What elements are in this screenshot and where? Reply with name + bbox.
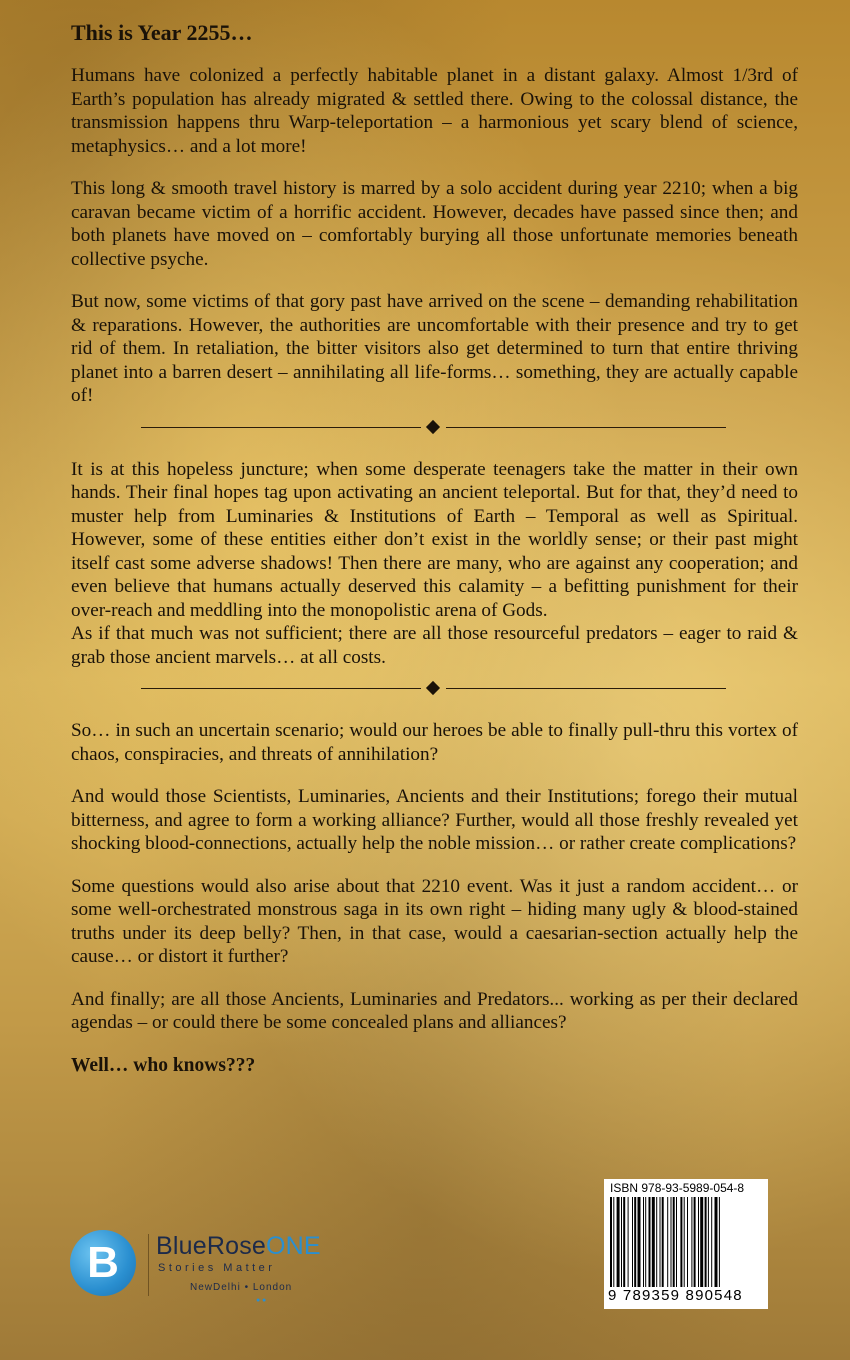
- publisher-logo: [70, 1230, 370, 1310]
- publisher-tagline: Stories Matter: [158, 1262, 276, 1274]
- social-icons: ● ●: [256, 1296, 267, 1304]
- paragraph: It is at this hopeless juncture; when some desperate teenagers take the matter in their own hands. Their final hopes tag upon activating an ancient teleportal. But for that, they’d need to muster help from Luminaries & Institutions of Earth – Temporal as well as Spiritual. However, some of these entities either don’t exist in the worldly sense; or their past might itself cast some adverse shadows! Then there are many, who are against any cooperation; and even believe that humans actually deserved this calamity – a befitting punishment for their over-reach and meddling into the monopolistic arena of Gods.: [71, 458, 798, 621]
- paragraph: As if that much was not sufficient; there are all those resourceful predators – eager to raid & grab those ancient marvels… at all costs.: [71, 623, 798, 668]
- paragraph: Humans have colonized a perfectly habitable planet in a distant galaxy. Almost 1/3rd of Earth’s population has already migrated & settled there. Owing to the colossal distance, the transmission happens thru Warp-teleportation – a harmonious yet scary blend of science, metaphysics… and a lot more!: [71, 65, 798, 157]
- logo-divider: [148, 1234, 149, 1296]
- logo-letter: B: [87, 1238, 119, 1287]
- paragraph: And finally; are all those Ancients, Luminaries and Predators... working as per their declared agendas – or could there be some concealed plans and alliances?: [71, 988, 798, 1033]
- divider-line: [446, 427, 726, 428]
- diamond-ornament-icon: [426, 419, 440, 433]
- barcode-bars-icon: [610, 1197, 762, 1287]
- diamond-ornament-icon: [426, 681, 440, 695]
- publisher-name-main: BlueRose: [156, 1232, 266, 1260]
- isbn-label: ISBN 978-93-5989-054-8: [610, 1181, 745, 1195]
- divider-line: [446, 688, 726, 689]
- section-divider: [71, 416, 798, 440]
- paragraph: And would those Scientists, Luminaries, Ancients and their Institutions; forego their mutual bitterness, and agree to form a working alliance? Further, would all those freshly revealed yet shocking blood-connections, actually help the noble mission… or rather create complications?: [71, 786, 798, 854]
- paragraph: Some questions would also arise about that 2210 event. Was it just a random accident… or some well-orchestrated monstrous saga in its own right – hiding many ugly & blood-stained truths under its deep belly? Then, in that case, would a caesarian-section actually help the cause… or distort it further?: [71, 875, 798, 967]
- section-divider: [71, 677, 798, 701]
- divider-line: [141, 688, 421, 689]
- isbn-barcode: [604, 1179, 768, 1309]
- paragraph: But now, some victims of that gory past have arrived on the scene – demanding rehabilitation & reparations. However, the authorities are uncomfortable with their presence and try to get rid of them. In retaliation, the bitter visitors also get determined to turn that entire thriving planet into a barren desert – annihilating all life-forms… something, they are actually capable of!: [71, 291, 798, 406]
- publisher-name: [156, 1232, 321, 1261]
- divider-line: [141, 427, 421, 428]
- page-title: This is Year 2255…: [71, 20, 253, 45]
- barcode-digits: 9 789359 890548: [608, 1287, 743, 1304]
- publisher-cities: NewDelhi • London: [190, 1282, 293, 1293]
- publisher-name-accent: ONE: [266, 1232, 321, 1260]
- paragraph: So… in such an uncertain scenario; would our heroes be able to finally pull-thru this vortex of chaos, conspiracies, and threats of annihilation?: [71, 720, 798, 765]
- back-cover-text: [71, 20, 798, 1078]
- closing-line: Well… who knows???: [71, 1054, 256, 1076]
- publisher-emblem-icon: [70, 1230, 136, 1296]
- paragraph: This long & smooth travel history is marred by a solo accident during year 2210; when a big caravan became victim of a horrific accident. However, decades have passed since then; and both planets have moved on – comfortably burying all those unfortunate memories beneath collective psyche.: [71, 178, 798, 270]
